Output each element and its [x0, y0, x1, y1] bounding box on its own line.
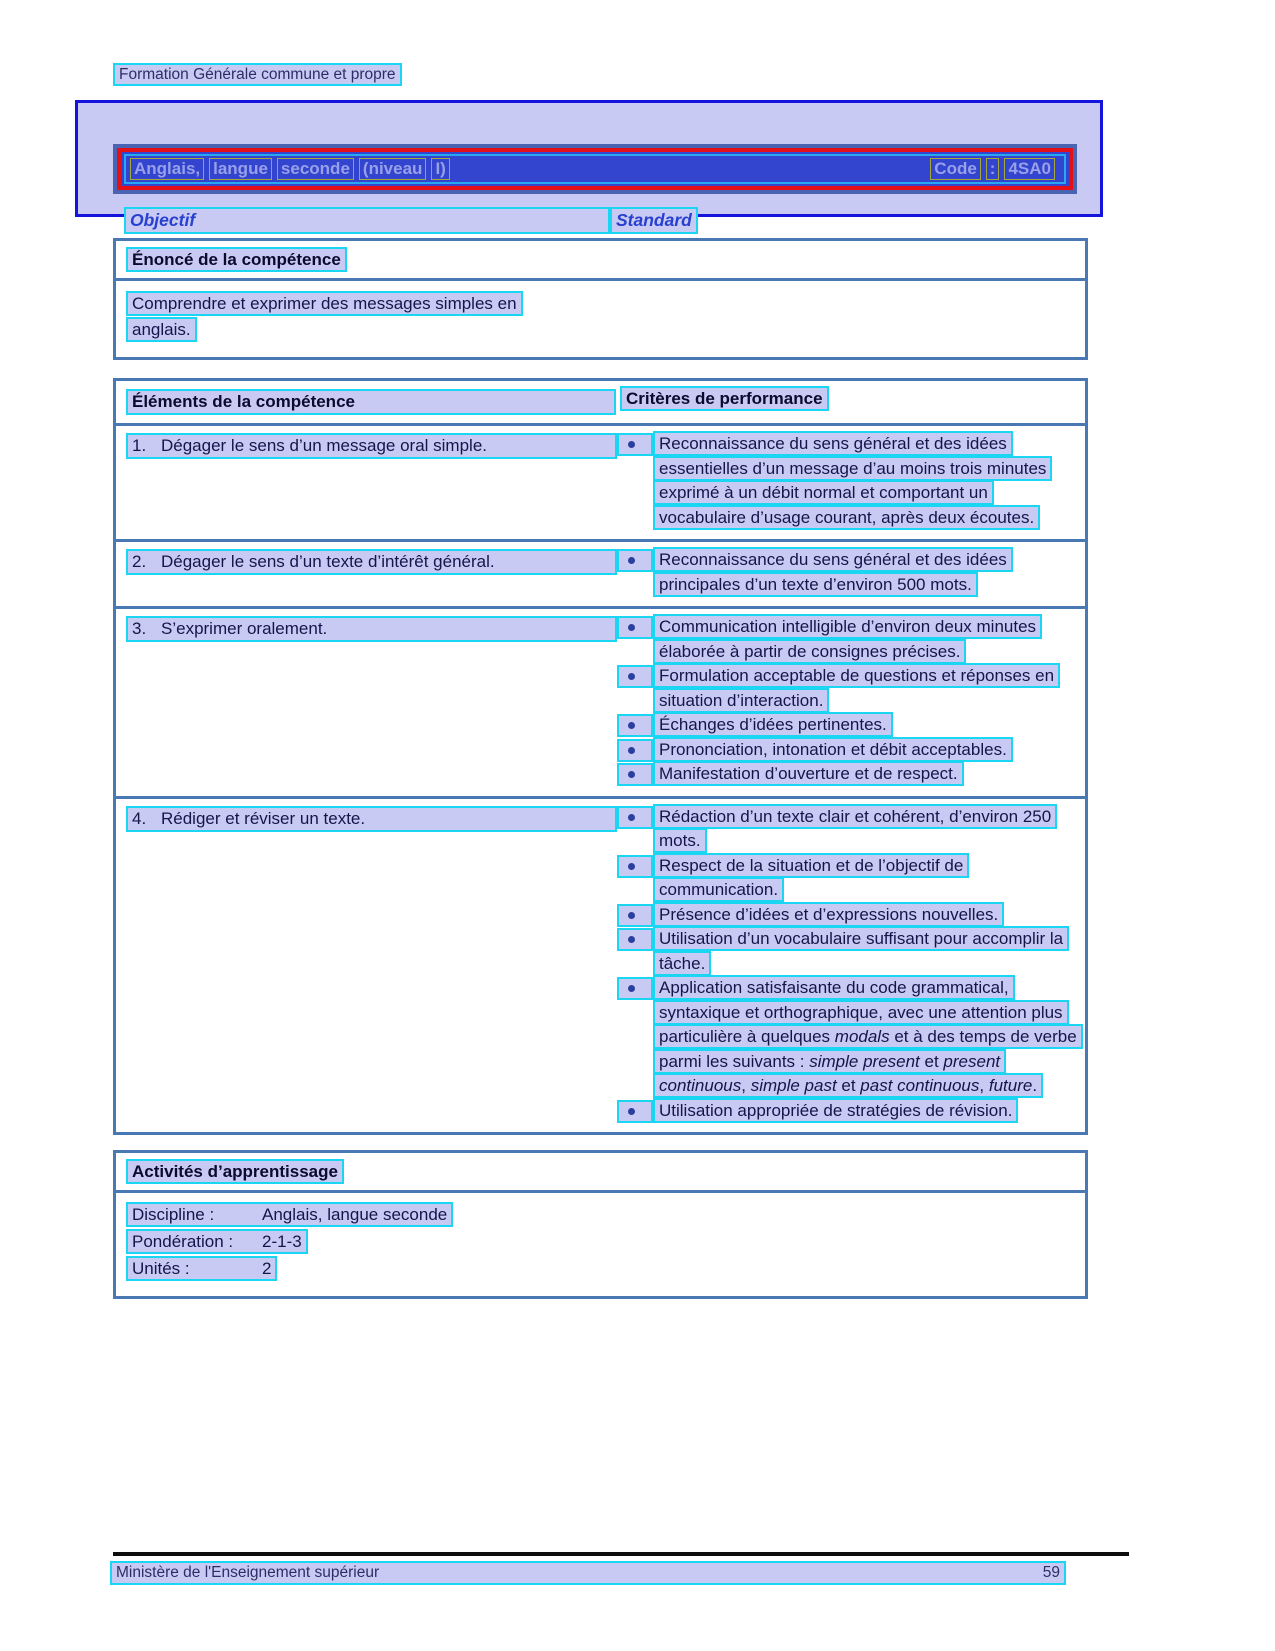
footer-page-number: 59	[1042, 1564, 1060, 1581]
competence-rows	[116, 426, 1085, 1132]
enonce-body	[116, 281, 1085, 357]
standard-heading: Standard	[610, 207, 698, 234]
criterion-item	[617, 854, 1077, 903]
course-title	[130, 158, 455, 180]
activite-value: 2	[262, 1259, 272, 1278]
activite-value: Anglais, langue seconde	[262, 1205, 448, 1224]
criterion-text: Respect de la situation et de l’objectif de communication.	[653, 853, 969, 903]
activite-row	[126, 1255, 1075, 1282]
criterion-item	[617, 713, 1077, 738]
bullet-icon	[617, 739, 653, 762]
criterion-item	[617, 903, 1077, 928]
bullet-icon	[617, 763, 653, 786]
criterion-item	[617, 664, 1077, 713]
activites-title: Activités d’apprentissage	[126, 1159, 344, 1184]
bullet-icon	[617, 714, 653, 737]
course-banner	[113, 144, 1077, 194]
objectif-standard-row	[124, 207, 1100, 234]
activite-label: Discipline :	[132, 1205, 215, 1224]
bullet-icon	[617, 928, 653, 951]
bullet-icon	[617, 977, 653, 1000]
criterion-text: Utilisation appropriée de stratégies de révision.	[653, 1098, 1018, 1123]
hero-box	[75, 100, 1103, 230]
objectif-heading: Objectif	[124, 207, 610, 234]
competence-table	[113, 378, 1088, 1135]
element-number: 2.	[132, 552, 147, 571]
criterion-text: Rédaction d’un texte clair et cohérent, d’environ 250 mots.	[653, 804, 1057, 854]
col1-header: Éléments de la compétence	[126, 389, 616, 415]
enonce-title: Énoncé de la compétence	[126, 247, 347, 272]
competence-row	[116, 426, 1085, 542]
enonce-competence-section	[113, 238, 1088, 360]
element-text: 4. Rédiger et réviser un texte.	[126, 806, 617, 832]
element-number: 3.	[132, 619, 147, 638]
course-code-word: 4SA0	[1004, 158, 1055, 180]
criterion-item	[617, 548, 1077, 597]
enonce-text: Comprendre et exprimer des messages simples en anglais.	[126, 291, 523, 342]
activites-header	[116, 1153, 1085, 1193]
element-text: 2. Dégager le sens d’un texte d’intérêt général.	[126, 549, 617, 575]
criterion-item	[617, 1099, 1077, 1124]
bullet-icon	[617, 855, 653, 878]
course-title-word: (niveau	[359, 158, 427, 180]
header-note-text: Formation Générale commune et propre	[113, 63, 402, 86]
competence-row	[116, 542, 1085, 609]
bullet-icon	[617, 1100, 653, 1123]
criterion-item	[617, 805, 1077, 854]
criterion-item	[617, 615, 1077, 664]
activite-label: Pondération :	[132, 1232, 234, 1251]
activites-section	[113, 1150, 1088, 1299]
course-title-word: I)	[431, 158, 449, 180]
activite-label: Unités :	[132, 1259, 190, 1278]
criterion-item	[617, 432, 1077, 530]
course-title-word: langue	[209, 158, 272, 180]
footer-rule	[113, 1552, 1129, 1556]
criterion-text: Manifestation d’ouverture et de respect.	[653, 761, 964, 786]
criterion-text: Communication intelligible d’environ deux minutes élaborée à partir de consignes précises.	[653, 614, 1042, 664]
criterion-text: Prononciation, intonation et débit acceptables.	[653, 737, 1013, 762]
enonce-header	[116, 241, 1085, 281]
competence-row	[116, 609, 1085, 799]
criterion-item	[617, 976, 1077, 1099]
element-number: 4.	[132, 808, 147, 828]
element-text: 1. Dégager le sens d’un message oral simple.	[126, 433, 617, 459]
element-number: 1.	[132, 436, 147, 455]
criterion-text: Reconnaissance du sens général et des idées principales d’un texte d’environ 500 mots.	[653, 547, 1013, 597]
criterion-text: Reconnaissance du sens général et des idées essentielles d’un message d’au moins trois minutes exprimé à un débit normal et comportant un vocabulaire d’usage courant, après deux écoutes.	[653, 431, 1052, 530]
competence-table-header	[116, 381, 1085, 426]
element-text: 3. S’exprimer oralement.	[126, 616, 617, 642]
course-code	[930, 158, 1060, 180]
criterion-item	[617, 762, 1077, 787]
activite-row	[126, 1201, 1075, 1228]
criterion-item	[617, 927, 1077, 976]
criterion-text: Échanges d’idées pertinentes.	[653, 712, 893, 737]
bullet-icon	[617, 806, 653, 829]
course-title-word: seconde	[277, 158, 354, 180]
bullet-icon	[617, 665, 653, 688]
criterion-text: Utilisation d’un vocabulaire suffisant pour accomplir la tâche.	[653, 926, 1069, 976]
competence-row	[116, 799, 1085, 1133]
col2-header: Critères de performance	[620, 386, 829, 411]
bullet-icon	[617, 433, 653, 456]
bullet-icon	[617, 549, 653, 572]
bullet-icon	[617, 616, 653, 639]
footer-left-text: Ministère de l'Enseignement supérieur	[116, 1564, 380, 1581]
bullet-icon	[617, 904, 653, 927]
criterion-text: Application satisfaisante du code grammatical, syntaxique et orthographique, avec une attention plus particulière à quelques modals et à des temps de verbe parmi les suivants : simple present et present continuous, simple past et past continuous, future.	[653, 975, 1083, 1098]
activite-value: 2-1-3	[262, 1232, 302, 1251]
criterion-text: Formulation acceptable de questions et réponses en situation d’interaction.	[653, 663, 1060, 713]
header-note	[113, 66, 1275, 84]
criterion-item	[617, 738, 1077, 763]
course-banner-line	[124, 154, 1066, 184]
course-title-word: Anglais,	[130, 158, 204, 180]
activite-row	[126, 1228, 1075, 1255]
activites-body	[116, 1193, 1085, 1296]
footer-bar	[110, 1561, 1066, 1585]
criterion-text: Présence d’idées et d’expressions nouvelles.	[653, 902, 1004, 927]
course-code-word: :	[986, 158, 1000, 180]
course-banner-frame	[117, 148, 1073, 190]
course-code-word: Code	[930, 158, 981, 180]
